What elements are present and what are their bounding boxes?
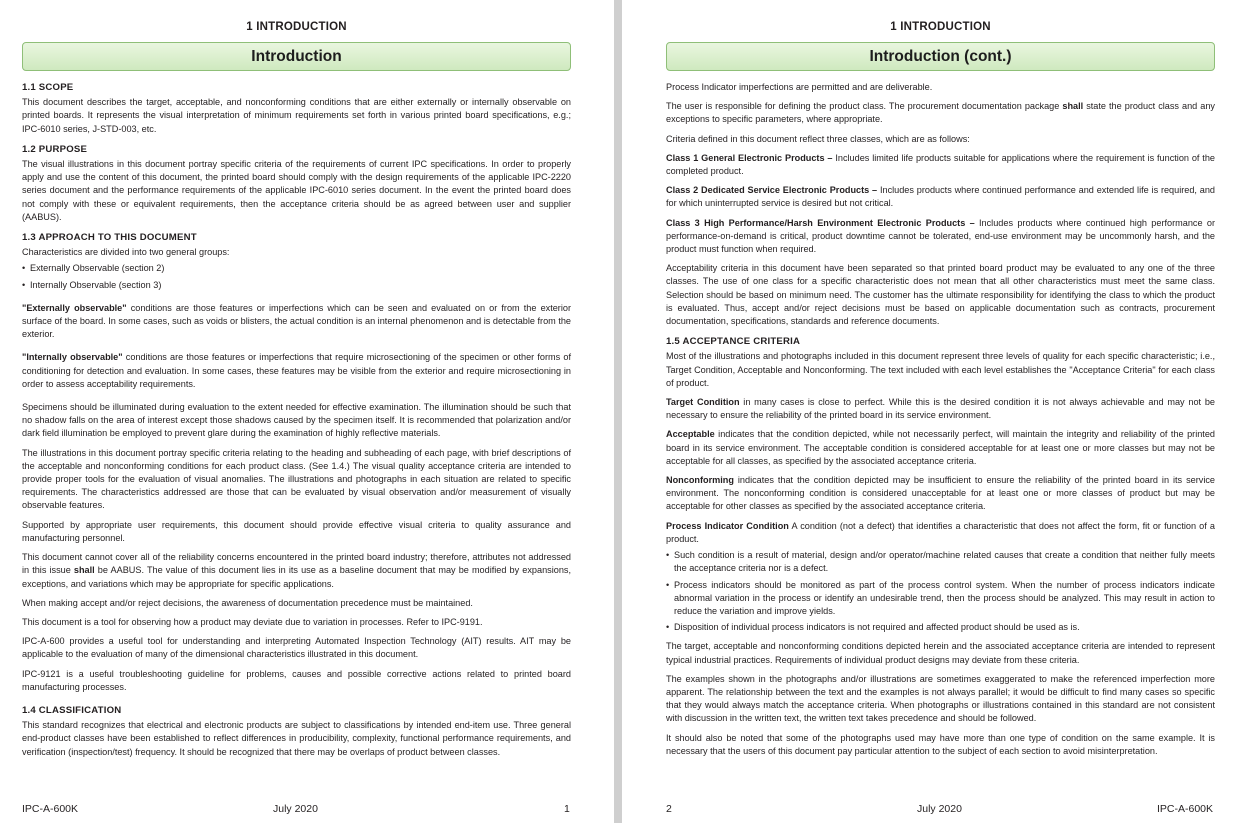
section-heading-approach: 1.3 APPROACH TO THIS DOCUMENT — [22, 232, 197, 244]
paragraph: Specimens should be illuminated during evaluation to the extent needed for effective examination. The illumination should be such that no shadow falls on the area of interest except those shadows caused by the specimen itself. It is recommended that polarization and/or dark field illumination be employed to prevent glare during the examination of highly reflective materials. — [22, 402, 571, 439]
list-item: • Process indicators should be monitored as part of the process control system. When the number of process indicators indicate abnormal variation in the process or identify an undesirable trend, then the process should be analyzed. This may result in action to reduce the variation and improve yields. — [666, 579, 1215, 619]
running-head: 1 INTRODUCTION — [246, 21, 347, 33]
paragraph: Characteristics are divided into two general groups: — [22, 247, 230, 258]
class-2-term: Class 2 Dedicated Service Electronic Products – — [666, 185, 878, 196]
section-banner: Introduction — [22, 42, 571, 71]
paragraph-text: in many cases is close to perfect. While this is the desired condition it is not always achievable and may not be necessary to ensure the reliability of the printed board in its service environment. — [666, 397, 1215, 421]
paragraph-internally-observable — [22, 351, 571, 391]
class-2-definition — [666, 184, 1215, 210]
page-content — [22, 81, 571, 759]
paragraph: The target, acceptable and nonconforming conditions depicted herein and the associated acceptance criteria are intended to represent typical industrial practices. Requirements of individual product designs may deviate from these criteria. — [666, 641, 1215, 665]
paragraph — [666, 100, 1215, 126]
footer-doc-id: IPC-A-600K — [22, 803, 79, 815]
section-heading-classification: 1.4 CLASSIFICATION — [22, 704, 122, 716]
paragraph-text: This document cannot cover all of the reliability concerns encountered in the printed board industry; therefore, attributes not addressed in this issue — [22, 552, 571, 576]
bullet-list — [666, 549, 1215, 634]
nonconforming-term: Nonconforming — [666, 475, 734, 486]
paragraph-text: Includes products where continued performance and extended life is required, and for which uninterrupted service is desired but not critical. — [666, 185, 1215, 209]
list-item: • Internally Observable (section 3) — [22, 279, 571, 292]
paragraph: IPC-A-600 provides a useful tool for understanding and interpreting Automated Inspection Technology (AIT) results. AIT may be applicable to the evaluation of many of the dimensional characteristics illustrated in this document. — [22, 636, 571, 660]
page-1 — [0, 0, 614, 823]
section-heading-scope: 1.1 SCOPE — [22, 82, 74, 93]
paragraph-externally-observable — [22, 302, 571, 342]
paragraph: The visual illustrations in this document portray specific criteria of the requirements of current IPC specifications. In order to properly apply and use the content of this document, the printed board should comply with the design requirements of the applicable IPC-2220 series document and the performance requirements of the applicable IPC-6010 series document. In the event the printed board does not comply with these or equivalent requirements, then the acceptance criteria should be as agreed between user and supplier (AABUS). — [22, 159, 571, 222]
page-number: 1 — [564, 803, 570, 815]
section-heading-purpose: 1.2 PURPOSE — [22, 143, 88, 155]
class-1-term: Class 1 General Electronic Products – — [666, 152, 833, 163]
footer-doc-id: IPC-A-600K — [1157, 803, 1214, 815]
paragraph: Acceptability criteria in this document have been separated so that printed board product may be evaluated to any one of the three classes. The use of one class for a specific characteristic does not mean that all other characteristics must meet the same class. Selection should be based on minimum need. The customer has the ultimate responsibility for identifying the class to which the product is evaluated. Thus, accept and/or reject decisions must be based on applicable documentation such as contracts, procurement documentation, specifications, standards and reference documents. — [666, 263, 1215, 327]
paragraph: Supported by appropriate user requirements, this document should provide effective visual criteria to quality assurance and manufacturing personnel. — [22, 519, 571, 543]
paragraph-text: state the product class and any exceptions to specific parameters, where appropriate. — [666, 101, 1215, 125]
shall-keyword: shall — [73, 565, 95, 576]
paragraph: IPC-9121 is a useful troubleshooting guideline for problems, causes and possible corrective actions related to printed board manufacturing processes. — [22, 668, 571, 692]
page-content — [666, 81, 1215, 758]
term-internally-observable: "Internally observable" — [22, 352, 123, 363]
nonconforming-definition — [666, 474, 1215, 514]
page-footer — [622, 803, 1243, 819]
page-gutter — [614, 0, 622, 823]
paragraph-text: conditions are those features or imperfections which can be seen and evaluated on or from the exterior surface of the board. In some cases, such as voids or blisters, the actual condition is an internal phenomenon and is detectable from the exterior. — [22, 302, 571, 340]
paragraph-text: conditions are those features or imperfections that require microsectioning of the specimen or other forms of conditioning for detection and evaluation. In some cases, these features may be visible from the exterior and require microsectioning in order to assess acceptability requirements. — [22, 352, 571, 389]
running-head: 1 INTRODUCTION — [890, 21, 991, 33]
target-condition-definition — [666, 396, 1215, 422]
paragraph-text: Includes limited life products suitable for applications where the requirement is function of the completed product. — [666, 152, 1215, 177]
paragraph-text: The user is responsible for defining the product class. The procurement documentation package — [666, 101, 1063, 112]
page-number: 2 — [666, 803, 672, 815]
list-item: • Externally Observable (section 2) — [22, 262, 571, 275]
paragraph: This document is a tool for observing how a product may deviate due to variation in processes. Refer to IPC-9191. — [22, 616, 483, 627]
page-1-body — [22, 0, 571, 823]
class-3-term: Class 3 High Performance/Harsh Environment Electronic Products – — [666, 217, 975, 228]
target-condition-term: Target Condition — [666, 397, 740, 408]
acceptable-term: Acceptable — [666, 429, 715, 440]
process-indicator-term: Process Indicator Condition — [666, 520, 789, 531]
footer-date: July 2020 — [273, 803, 318, 815]
class-1-definition — [666, 152, 1215, 178]
bullet-list — [22, 262, 571, 291]
paragraph: Most of the illustrations and photographs included in this document represent three levels of quality for each specific characteristic; i.e., Target Condition, Acceptable and Nonconforming. The text included with each level establishes the "Acceptance Criteria" for each class of product. — [666, 351, 1215, 388]
process-indicator-definition — [666, 520, 1215, 546]
term-externally-observable: "Externally observable" — [22, 302, 127, 313]
paragraph-text: indicates that the condition depicted, while not necessarily perfect, will maintain the integrity and reliability of the printed board in its service environment. The acceptable condition is considered acceptable for at least one or more classes but may not be acceptable for all classes, as specified by the associated acceptance criteria. — [666, 429, 1215, 466]
paragraph — [22, 551, 571, 591]
page-2 — [622, 0, 1243, 823]
acceptable-definition — [666, 428, 1215, 468]
paragraph: The examples shown in the photographs and/or illustrations are sometimes exaggerated to make the referenced imperfection more apparent. The relationship between the text and the examples is not always parallel; it would be difficult to find many cases so specific that they would always match the acceptance criteria. When photographs or illustrations contained in this standard are not consistent with discussion in the written text, the written text takes precedence and should be followed. — [666, 673, 1215, 724]
paragraph-text: Includes products where continued high performance or performance-on-demand is critical, product downtime cannot be tolerated, end-use environment may be uncommonly harsh, and the product must function when required. — [666, 217, 1215, 255]
section-heading-acceptance-criteria: 1.5 ACCEPTANCE CRITERIA — [666, 336, 801, 348]
page-2-body — [666, 0, 1215, 823]
paragraph-text: indicates that the condition depicted may be insufficient to ensure the reliability of the printed board in its service environment. The nonconforming condition is considered unacceptable for at least one or more classes of product but may be acceptable for other classes as specified by the associated acceptance criteria. — [666, 475, 1215, 512]
paragraph-text: A condition (not a defect) that identifies a characteristic that does not affect the form, fit or function of a product. — [666, 520, 1215, 544]
list-item: • Such condition is a result of material, design and/or operator/machine related causes that create a condition that neither fully meets the acceptance criteria nor is a defect. — [666, 549, 1215, 575]
page-footer — [0, 803, 614, 819]
paragraph-text: be AABUS. The value of this document lies in its use as a baseline document that may be modified by expansions, exceptions, and variations which may be appropriate for specific applications. — [22, 565, 571, 589]
paragraph: Criteria defined in this document reflect three classes, which are as follows: — [666, 133, 970, 144]
list-item: • Disposition of individual process indicators is not required and affected product should be used as is. — [666, 621, 1215, 634]
paragraph: The illustrations in this document portray specific criteria relating to the heading and subheading of each page, with brief descriptions of the acceptable and nonconforming conditions for each product class. (See 1.4.) The visual quality acceptance criteria are intended to provide proper tools for the evaluation of visual anomalies. The illustrations and photographs in each situation are related to specific requirements. The characteristics addressed are those that can be evaluated by visual observation and/or measurement of visually observable features. — [22, 447, 571, 511]
section-banner: Introduction (cont.) — [666, 42, 1215, 71]
paragraph: This document describes the target, acceptable, and nonconforming conditions that are either externally or internally observable on printed boards. It represents the visual interpretation of minimum requirements set forth in various printed board specifications, e.g.; IPC-6010 series, J-STD-003, etc. — [22, 97, 571, 134]
footer-date: July 2020 — [917, 803, 962, 815]
paragraph: When making accept and/or reject decisions, the awareness of documentation precedence must be maintained. — [22, 597, 473, 608]
paragraph: It should also be noted that some of the photographs used may have more than one type of condition on the same example. It is necessary that the users of this document pay particular attention to the subject of each section to avoid misinterpretation. — [666, 732, 1215, 756]
paragraph: This standard recognizes that electrical and electronic products are subject to classifications by intended end-item use. Three general end-product classes have been established to reflect differences in producibility, complexity, functional performance requirements, and verification (inspection/test) frequency. It should be recognized that there may be overlaps of product between classes. — [22, 720, 571, 757]
paragraph: Process Indicator imperfections are permitted and are deliverable. — [666, 82, 933, 92]
class-3-definition — [666, 217, 1215, 257]
shall-keyword: shall — [1062, 101, 1084, 112]
